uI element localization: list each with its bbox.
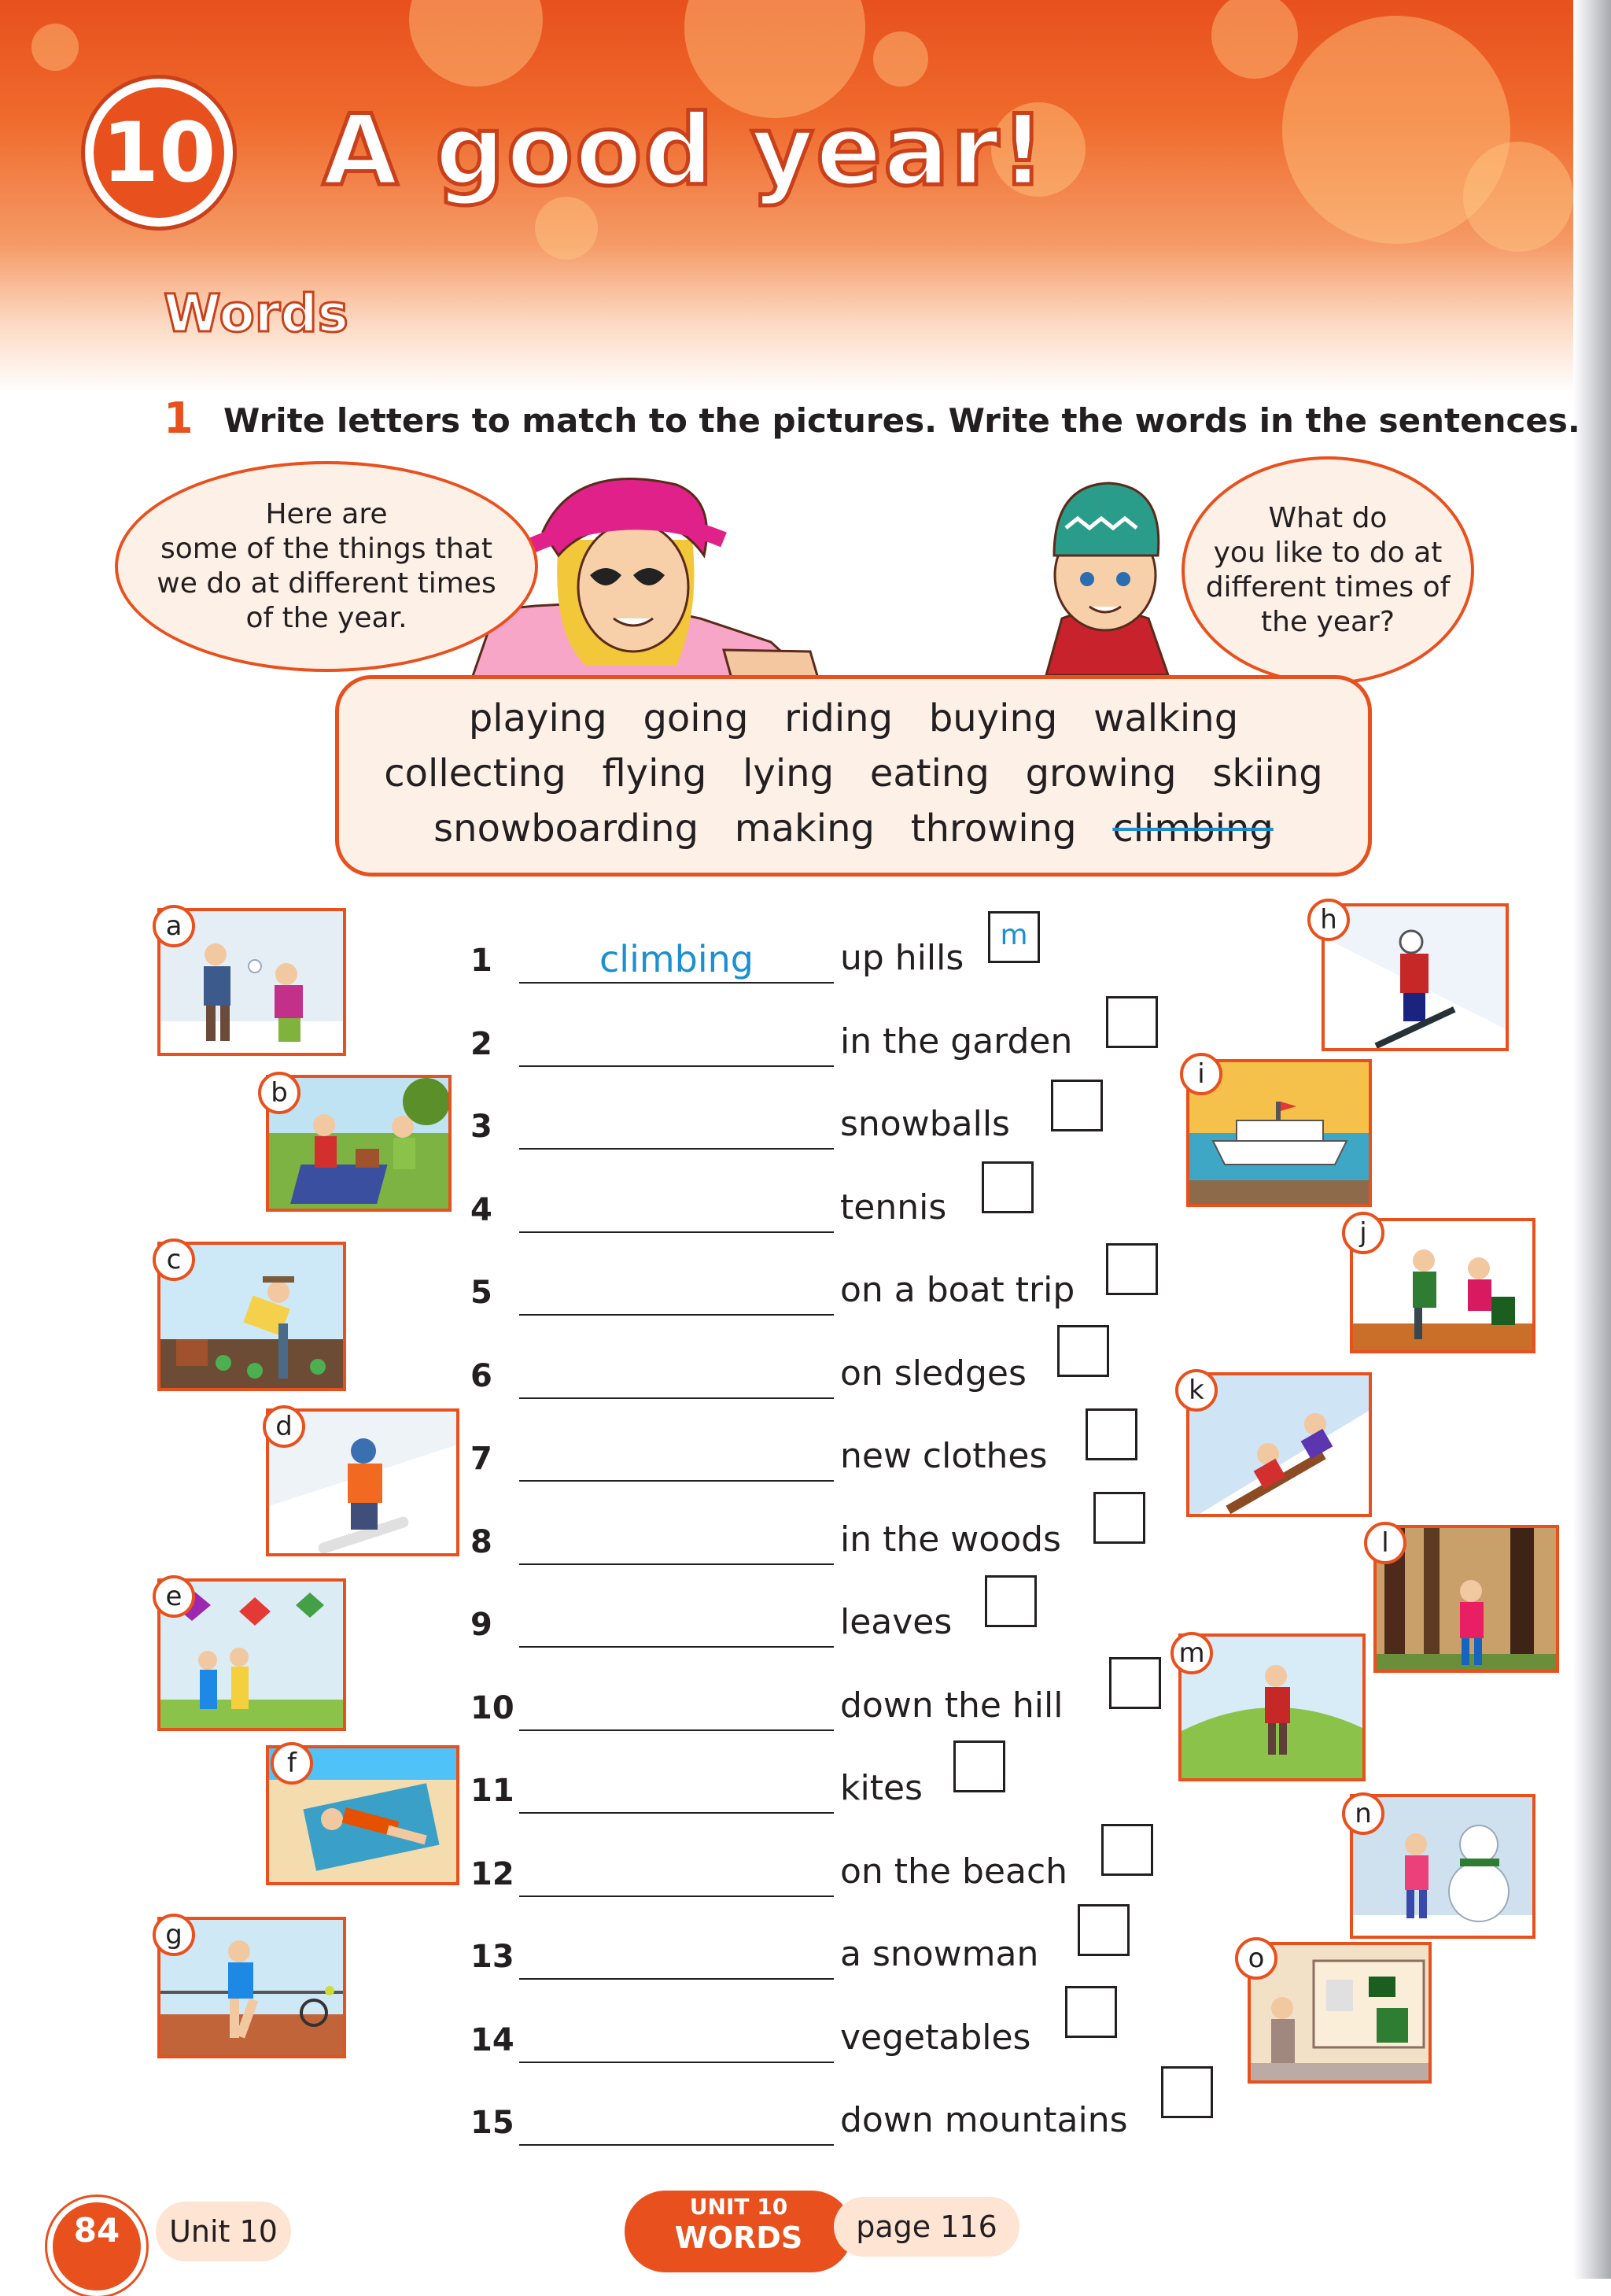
answer-line[interactable] xyxy=(519,1812,834,1814)
sentence-text: up hills xyxy=(840,938,964,978)
picture-letter-g: g xyxy=(153,1914,195,1956)
sentence-number: 11 xyxy=(470,1773,514,1809)
answer-letter-box[interactable] xyxy=(1065,1986,1117,2038)
answer-letter-box[interactable] xyxy=(1161,2066,1213,2118)
sentence-number: 14 xyxy=(470,2021,514,2058)
sentence-number: 4 xyxy=(470,1191,492,1228)
speech-bubble-left: Here are some of the things that we do at different times of the year. xyxy=(115,461,538,672)
sentence-text: kites xyxy=(840,1768,923,1808)
sentence-number: 6 xyxy=(470,1357,492,1394)
boy-character-illustration xyxy=(1023,469,1180,675)
sentence-number: 2 xyxy=(470,1025,492,1062)
answer-line[interactable] xyxy=(519,1729,834,1731)
picture-letter-e: e xyxy=(153,1575,195,1618)
picture-letter-k: k xyxy=(1175,1369,1218,1412)
page-title: A good year! xyxy=(323,94,1047,208)
word-bank-line-3 xyxy=(339,807,1368,851)
sentence-text: in the garden xyxy=(840,1021,1073,1061)
answer-letter-box[interactable] xyxy=(953,1740,1005,1792)
answer-line[interactable] xyxy=(519,2062,834,2063)
sentence-number: 9 xyxy=(470,1607,492,1643)
word-bank-line-1: playing going riding buying walking xyxy=(468,696,1239,740)
clothes-shop-illustration xyxy=(1251,1945,1429,2080)
answer-letter-box[interactable] xyxy=(1106,996,1158,1048)
crossed-out-word: climbing xyxy=(1112,807,1274,851)
sentence-number: 12 xyxy=(470,1855,514,1892)
picture-letter-j: j xyxy=(1342,1212,1384,1254)
written-answer: climbing xyxy=(599,938,754,980)
sentence-text: on the beach xyxy=(840,1851,1068,1892)
sentence-text: snowballs xyxy=(840,1104,1010,1144)
sentence-number: 5 xyxy=(470,1275,492,1311)
answer-letter-box[interactable] xyxy=(1106,1243,1158,1295)
sentence-text: down mountains xyxy=(840,2100,1128,2140)
picture-letter-o: o xyxy=(1235,1937,1277,1980)
words-tag-text: WORDS xyxy=(674,2220,803,2255)
picture-letter-b: b xyxy=(258,1072,300,1114)
sentence-text: tennis xyxy=(840,1187,947,1227)
exercise-number: 1 xyxy=(164,393,194,443)
sentence-number: 8 xyxy=(470,1523,492,1560)
answer-line[interactable] xyxy=(519,1231,834,1233)
answer-letter-box[interactable] xyxy=(1057,1325,1109,1377)
picture-letter-c: c xyxy=(153,1238,195,1281)
answer-letter-box[interactable] xyxy=(1051,1080,1103,1131)
section-heading: Words xyxy=(164,283,348,344)
picture-letter-f: f xyxy=(271,1742,313,1785)
answer-line[interactable] xyxy=(519,1480,834,1482)
answer-line[interactable] xyxy=(519,1148,834,1150)
sentence-text: on a boat trip xyxy=(840,1270,1075,1310)
picture-letter-h: h xyxy=(1307,899,1350,941)
sentence-text: vegetables xyxy=(840,2017,1031,2058)
sentence-text: leaves xyxy=(840,1602,953,1642)
answer-line[interactable] xyxy=(519,2144,834,2146)
sentence-text: a snowman xyxy=(840,1934,1039,1974)
answer-line[interactable] xyxy=(519,1065,834,1067)
sentence-number: 7 xyxy=(470,1441,492,1477)
sentence-number: 15 xyxy=(470,2105,514,2141)
page-edge xyxy=(1573,0,1611,2279)
answer-letter-box[interactable]: m xyxy=(988,911,1040,963)
sentence-number: 3 xyxy=(470,1109,492,1145)
picture-letter-a: a xyxy=(153,905,195,947)
answer-letter-box[interactable] xyxy=(1078,1904,1130,1956)
speech-bubble-right: What do you like to do at different times of the year? xyxy=(1182,456,1474,685)
sentence-number: 10 xyxy=(470,1689,514,1726)
answer-letter-box[interactable] xyxy=(1093,1492,1145,1544)
word-bank-line-3-words: snowboarding making throwing xyxy=(433,807,1113,851)
page-number: 84 xyxy=(73,2211,120,2250)
sentence-number: 1 xyxy=(470,943,492,979)
picture-letter-i: i xyxy=(1180,1053,1222,1095)
unit-label: Unit 10 xyxy=(169,2214,278,2249)
answer-letter-box[interactable] xyxy=(1101,1824,1153,1876)
answer-line[interactable] xyxy=(519,1646,834,1648)
answer-letter-box[interactable] xyxy=(982,1161,1034,1213)
unit-tag-text: UNIT 10 xyxy=(689,2194,788,2220)
answer-line[interactable] xyxy=(519,1314,834,1316)
picture-letter-m: m xyxy=(1170,1632,1213,1674)
picture-letter-d: d xyxy=(263,1405,305,1448)
sentence-text: new clothes xyxy=(840,1436,1048,1476)
exercise-instruction: Write letters to match to the pictures. Write the words in the sentences. xyxy=(223,401,1580,440)
answer-letter-box[interactable] xyxy=(1109,1657,1161,1709)
answer-line[interactable] xyxy=(519,982,834,984)
word-bank xyxy=(335,675,1372,877)
answer-line[interactable] xyxy=(519,1397,834,1399)
picture-h xyxy=(1322,903,1509,1051)
sentence-text: on sledges xyxy=(840,1353,1027,1393)
answer-line[interactable] xyxy=(519,1978,834,1980)
picture-letter-l: l xyxy=(1364,1522,1406,1564)
sentence-text: down the hill xyxy=(840,1685,1064,1726)
answer-letter-box[interactable] xyxy=(985,1575,1037,1627)
unit-number: 10 xyxy=(101,105,216,201)
answer-line[interactable] xyxy=(519,1563,834,1565)
sentence-text: in the woods xyxy=(840,1519,1061,1560)
page-reference: page 116 xyxy=(856,2209,997,2244)
word-bank-line-2: collecting flying lying eating growing skiing xyxy=(384,751,1323,795)
picture-letter-n: n xyxy=(1342,1792,1384,1835)
skiing-illustration xyxy=(1325,906,1506,1048)
answer-line[interactable] xyxy=(519,1895,834,1897)
sentence-number: 13 xyxy=(470,1939,514,1975)
answer-letter-box[interactable] xyxy=(1086,1408,1137,1460)
